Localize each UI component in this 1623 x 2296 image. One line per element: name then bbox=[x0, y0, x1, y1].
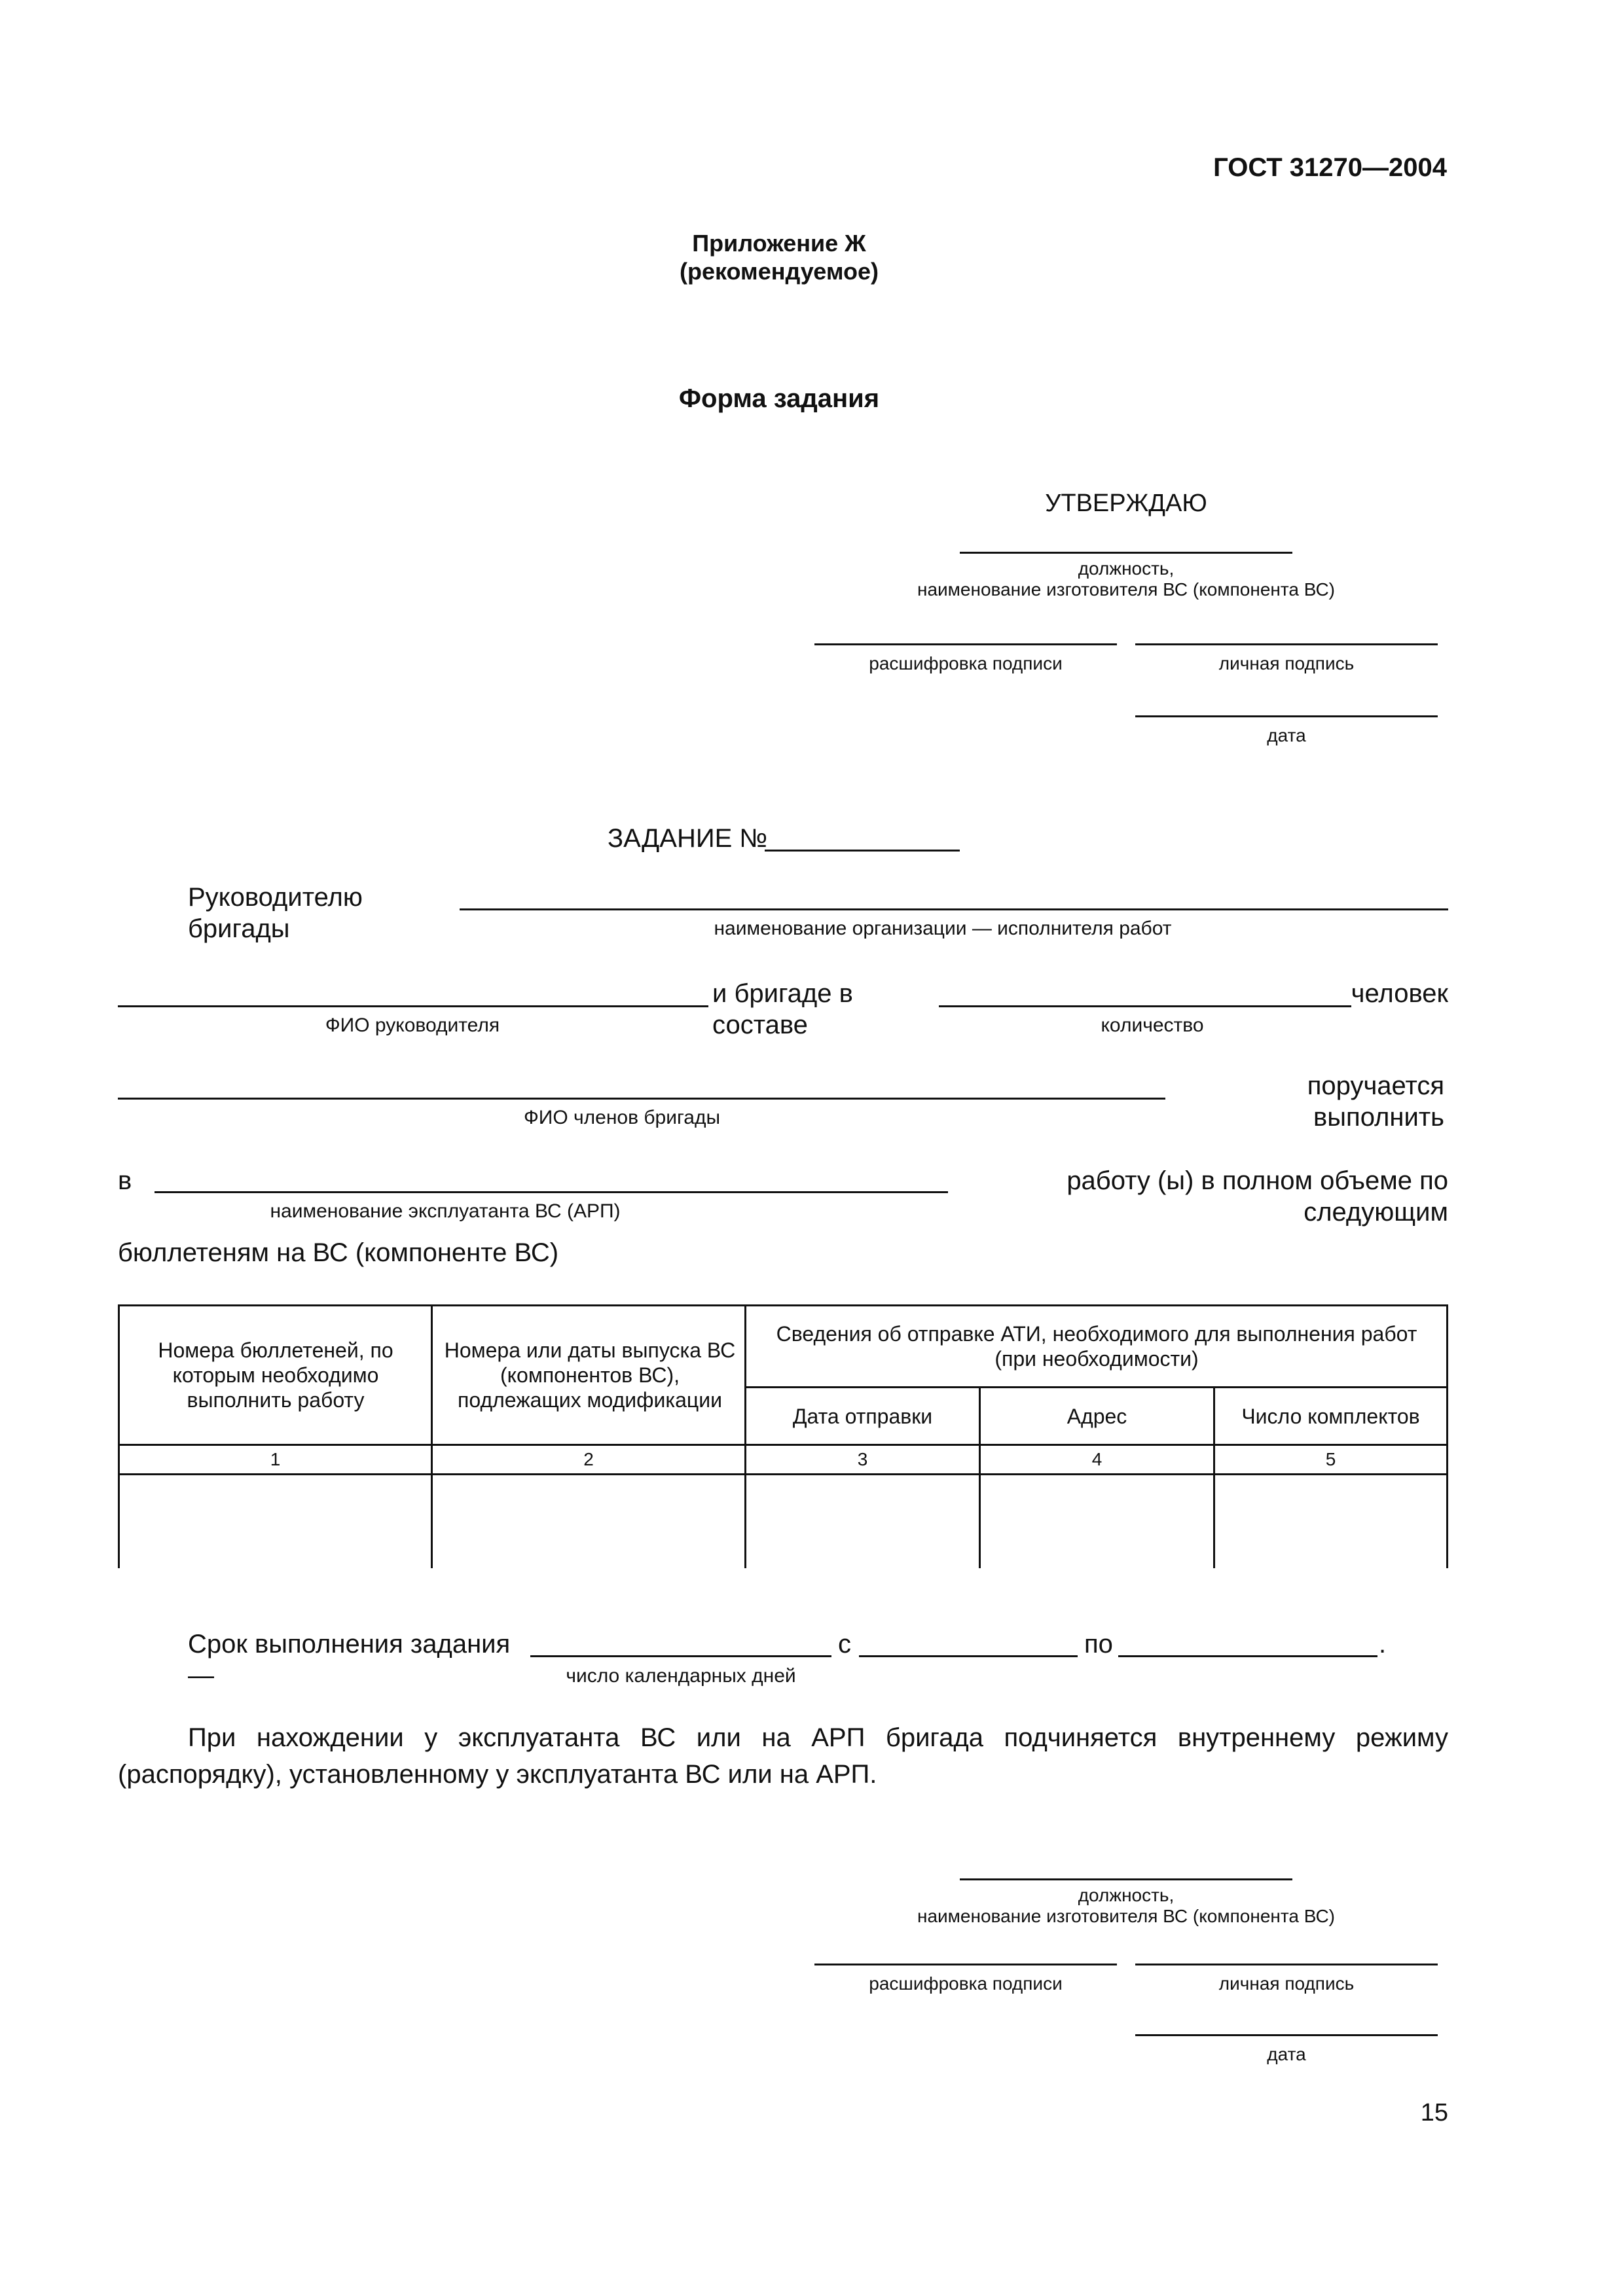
days-caption: число календарных дней bbox=[566, 1665, 796, 1687]
table-cell-empty[interactable] bbox=[746, 1475, 979, 1568]
leader-fio-caption: ФИО руководителя bbox=[325, 1014, 500, 1036]
bottom-date-caption: дата bbox=[1267, 2044, 1306, 2064]
in-label: в bbox=[118, 1166, 132, 1195]
column-number-4: 4 bbox=[1091, 1449, 1103, 1469]
header-dispatch-date: Дата отправки bbox=[792, 1404, 933, 1428]
bottom-signature-decoding-line[interactable] bbox=[814, 1964, 1117, 1965]
header-aircraft-numbers: Номера или даты выпуска ВС (компонентов ВС), подлежащих модификации bbox=[444, 1338, 736, 1412]
task-number-label: ЗАДАНИЕ № bbox=[608, 824, 768, 853]
page-number: 15 bbox=[1420, 2099, 1448, 2126]
approve-label: УТВЕРЖДАЮ bbox=[1045, 490, 1207, 517]
bulletins-label: бюллетеням на ВС (компоненте ВС) bbox=[118, 1238, 559, 1267]
date-caption: дата bbox=[1267, 725, 1306, 745]
header-kit-count: Число комплектов bbox=[1241, 1404, 1420, 1428]
deadline-from-label: с bbox=[838, 1630, 851, 1659]
bottom-date-line[interactable] bbox=[1135, 2034, 1438, 2036]
column-number-3: 3 bbox=[857, 1449, 868, 1469]
deadline-end-dot: . bbox=[1379, 1630, 1387, 1659]
subordination-paragraph: При нахождении у эксплуатанта ВС или на АРП бригада подчиняется внутреннему режиму (распорядку), установленному у эксплуатанта ВС или на АРП. bbox=[118, 1723, 1448, 1789]
personal-signature-line[interactable] bbox=[1135, 643, 1438, 645]
personal-signature-caption: личная подпись bbox=[1218, 653, 1355, 673]
and-team-label: и бригаде в составе bbox=[712, 979, 853, 1039]
organization-caption: наименование организации — исполнителя работ bbox=[714, 918, 1172, 939]
table-border-right bbox=[1446, 1304, 1448, 1568]
members-fio-line[interactable] bbox=[118, 1098, 1165, 1100]
bottom-position-caption-2: наименование изготовителя ВС (компонента ВС) bbox=[917, 1906, 1336, 1926]
column-number-5: 5 bbox=[1325, 1449, 1336, 1469]
position-caption-2: наименование изготовителя ВС (компонента ВС) bbox=[917, 579, 1336, 600]
work-label: работу (ы) в полном объеме по следующим bbox=[1067, 1166, 1448, 1227]
date-line[interactable] bbox=[1135, 715, 1438, 717]
bottom-personal-signature-line[interactable] bbox=[1135, 1964, 1438, 1965]
table-cell-empty[interactable] bbox=[433, 1475, 744, 1568]
header-bulletin-numbers: Номера бюллетеней, по которым необходимо выполнить работу bbox=[158, 1338, 393, 1412]
deadline-from-line[interactable] bbox=[859, 1655, 1078, 1657]
appendix-subtitle: (рекомендуемое) bbox=[680, 258, 879, 285]
task-number-line[interactable] bbox=[765, 850, 960, 852]
column-number-2: 2 bbox=[583, 1449, 594, 1469]
members-fio-caption: ФИО членов бригады bbox=[523, 1107, 721, 1128]
form-title: Форма задания bbox=[678, 384, 880, 413]
operator-line[interactable] bbox=[155, 1191, 948, 1193]
appendix-title: Приложение Ж bbox=[692, 230, 866, 257]
deadline-to-line[interactable] bbox=[1118, 1655, 1377, 1657]
table-cell-empty[interactable] bbox=[981, 1475, 1213, 1568]
leader-fio-line[interactable] bbox=[118, 1005, 708, 1007]
operator-caption: наименование эксплуатанта ВС (АРП) bbox=[270, 1200, 621, 1222]
bottom-signature-decoding-caption: расшифровка подписи bbox=[869, 1973, 1063, 1994]
deadline-to-label: по bbox=[1084, 1630, 1113, 1659]
document-code: ГОСТ 31270—2004 bbox=[1213, 153, 1447, 182]
to-leader-label: Руководителю бригады bbox=[188, 883, 363, 943]
table-cell-empty[interactable] bbox=[1215, 1475, 1446, 1568]
column-number-1: 1 bbox=[270, 1449, 281, 1469]
signature-decoding-caption: расшифровка подписи bbox=[869, 653, 1063, 673]
bottom-position-line[interactable] bbox=[960, 1878, 1292, 1880]
position-caption-1: должность, bbox=[1078, 558, 1175, 579]
header-ati-group: Сведения об отправке АТИ, необходимого для выполнения работ (при необходимости) bbox=[776, 1322, 1417, 1371]
team-quantity-line[interactable] bbox=[939, 1005, 1351, 1007]
signature-decoding-line[interactable] bbox=[814, 643, 1117, 645]
deadline-label: Срок выполнения задания — bbox=[188, 1630, 511, 1690]
organization-line[interactable] bbox=[460, 908, 1448, 910]
position-line[interactable] bbox=[960, 552, 1292, 554]
header-address: Адрес bbox=[1067, 1404, 1127, 1428]
bottom-position-caption-1: должность, bbox=[1078, 1885, 1175, 1905]
deadline-days-line[interactable] bbox=[530, 1655, 831, 1657]
bottom-personal-signature-caption: личная подпись bbox=[1218, 1973, 1355, 1994]
quantity-caption: количество bbox=[1101, 1014, 1204, 1036]
assigned-label: поручается выполнить bbox=[1307, 1071, 1444, 1132]
persons-label: человек bbox=[1351, 979, 1448, 1008]
table-cell-empty[interactable] bbox=[120, 1475, 431, 1568]
